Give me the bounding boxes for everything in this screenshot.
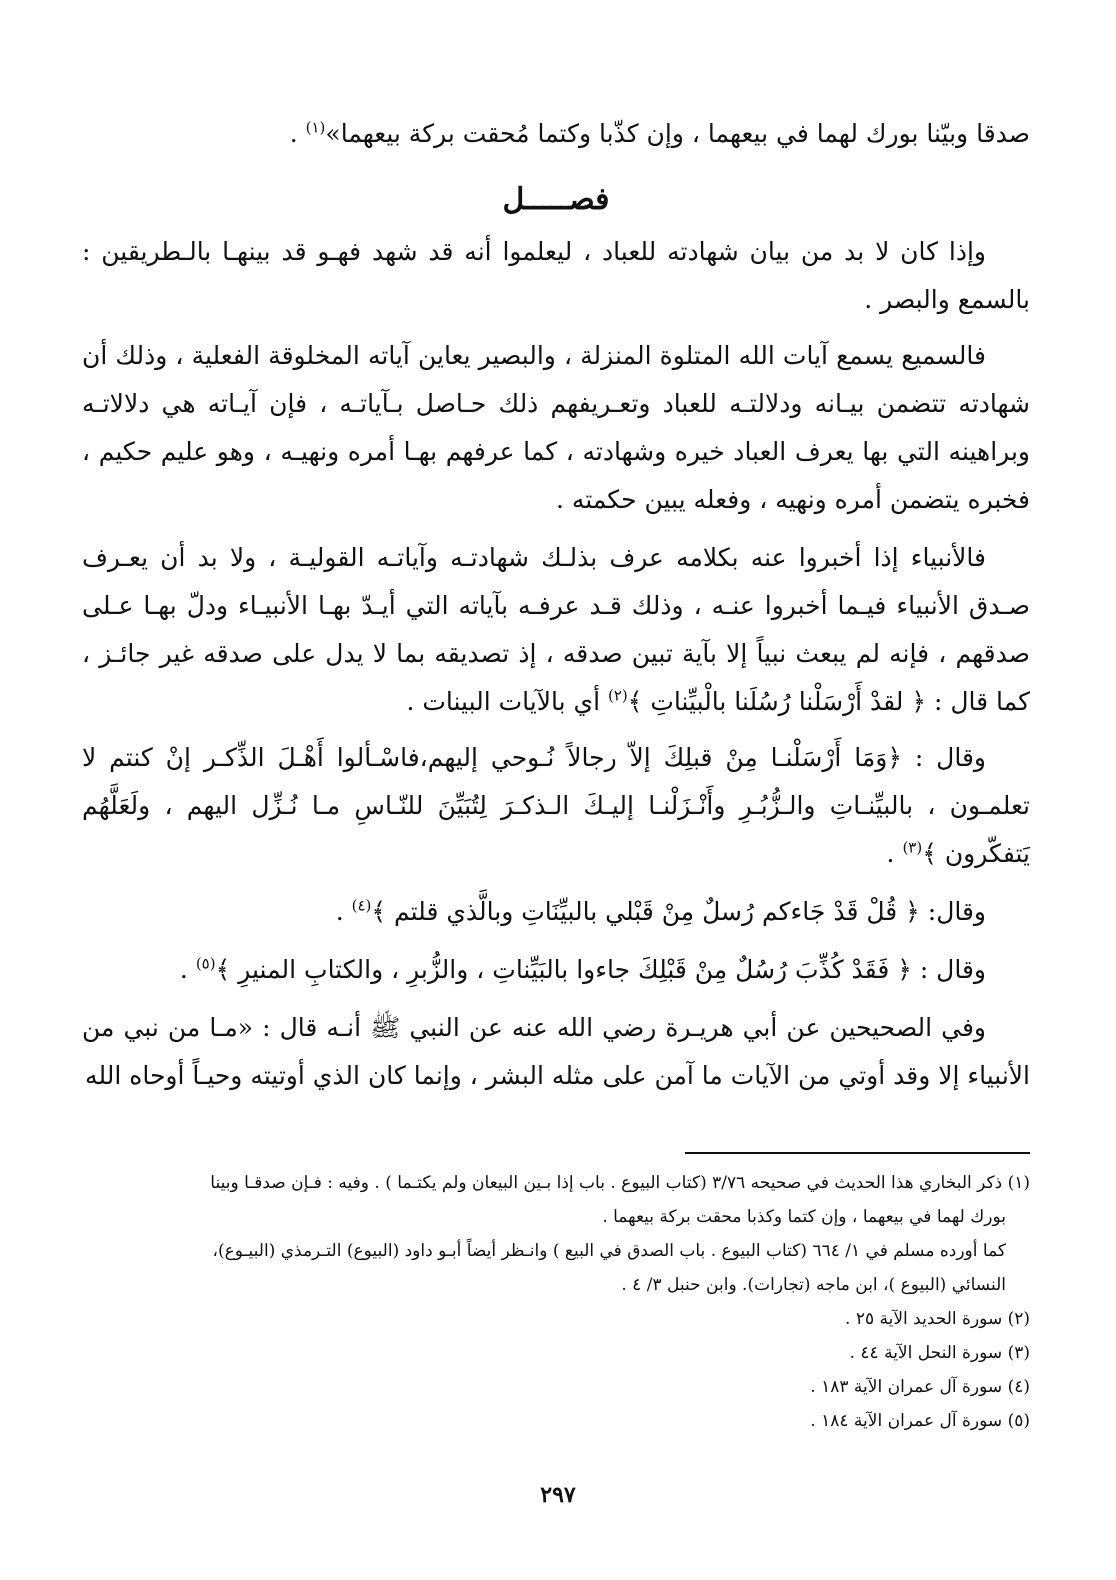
footnote-4: (٤) سورة آل عمران الآية ١٨٣ . xyxy=(810,1377,1030,1397)
footnote-ref-1: (١) xyxy=(305,118,326,137)
paragraph-5-end: . xyxy=(335,897,352,926)
paragraph-5 xyxy=(82,888,1030,936)
section-heading xyxy=(82,172,1030,228)
footnote-2: (٢) سورة الحديد الآية ٢٥ . xyxy=(845,1309,1030,1329)
footnote-3: (٣) سورة النحل الآية ٤٤ . xyxy=(849,1343,1030,1363)
top-line-end: . xyxy=(289,119,306,148)
footnote-1-line-2: بورك لهما في بيعهما ، وإن كتما وكذبا محقت بركة بيعهما . xyxy=(602,1207,1006,1227)
paragraph-4-end: . xyxy=(886,839,903,868)
paragraph-4-text: وقال : ﴿وَمَا أَرْسَلْنـا مِنْ قبلِكَ إلاّ رجالاً نُـوحي إليهم،فاسْـألوا أَهْـلَ الذِّكـر إنْ كنتم لا تعلمـون ، بالبيِّنـاتِ والـزُّبُـرِ وأَنْـزَلْنـا إليـكَ الـذكـرَ لِتُبَيِّنَ للنّـاسِ مـا نُـزِّل اليهم ، ولَعَلَّهُم يَتفكّرون ﴾ xyxy=(82,743,1030,868)
paragraph-1: وإذا كان لا بد من بيان شهادته للعباد ، ليعلموا أنه قد شهد فهـو قد بينهـا بالـطريقين : بالسمع والبصر . xyxy=(82,237,1030,314)
paragraph-7: وفي الصحيحين عن أبي هريـرة رضي الله عنه عن النبي ﷺ أنـه قال : «مـا من نبي من الأنبياء إلا وقد أوتي من الآيات ما آمن على مثله البشر ، وإنما كان الذي أوتيته وحيـاً أوحاه الله xyxy=(82,1013,1030,1090)
paragraph-3 xyxy=(82,534,1030,726)
top-line-text: صدقا وبيّنا بورك لهما في بيعهما ، وإن كذّبا وكتما مُحقت بركة بيعهما» xyxy=(325,119,1030,148)
page-number: ٢٩٧ xyxy=(540,1482,576,1508)
footnote-ref-4: (٤) xyxy=(351,896,372,915)
paragraph-4 xyxy=(82,734,1030,878)
paragraph-6-end: . xyxy=(179,955,196,984)
footnote-divider xyxy=(685,1152,1030,1154)
paragraph-6 xyxy=(82,946,1030,994)
paragraph-3-text: فالأنبياء إذا أخبروا عنه بكلامه عرف بذلـك شهادتـه وآياتـه القوليـة ، ولا بد أن يعـرف صـدق الأنبياء فيـما أخبروا عنـه ، وذلك قـد عرفـه بآياته التي أيـدّ بهـا الأنبيـاء ودلّ بهـا عـلى صدقهم ، فإنه لم يبعث نبياً إلا بآية تبين صدقه ، إذ تصديقه بما لا يدل على صدقه غير جائـز ، كما قال : ﴿ لقدْ أَرْسَلْنا رُسُلَنا بالْبيِّناتِ ﴾ xyxy=(82,543,1030,716)
footnote-1-line-1: (١) ذكر البخاري هذا الحديث في صحيحه ٣/٧٦ (كتاب البيوع . باب إذا بـين البيعان ولم يكتـما ) . وفيه : فـإن صدقـا وبينا xyxy=(210,1173,1030,1193)
footnote-1-line-4: النسائي (البيوع )، ابن ماجه (تجارات). وابن حنبل ٣/ ٤ . xyxy=(621,1275,1006,1295)
paragraph-3-end: أي بالآيات البينات . xyxy=(406,687,608,716)
footnote-5: (٥) سورة آل عمران الآية ١٨٤ . xyxy=(810,1411,1030,1431)
footnote-ref-2: (٢) xyxy=(607,686,628,705)
paragraph-top-line xyxy=(82,110,1030,158)
main-text xyxy=(82,110,1030,1108)
paragraph-2: فالسميع يسمع آيات الله المتلوة المنزلة ، والبصير يعاين آياته المخلوقة الفعلية ، وذلك أن شهادته تتضمن بيـانه ودلالتـه للعباد وتعـريفهم ذلك حـاصل بـآياتـه ، فإن آيـاته هي دلالاتـه وبراهينه التي بها يعرف العباد خيره وشهادته ، كما عرفهم بهـا أمره ونهيـه ، وهو عليم حكيم ، فخبره يتضمن أمره ونهيه ، وفعله يبين حكمته . xyxy=(82,341,1030,514)
section-heading-text: فصـــــل xyxy=(502,182,610,217)
footnotes xyxy=(82,1166,1030,1438)
footnote-ref-5: (٥) xyxy=(195,954,216,973)
footnote-ref-3: (٣) xyxy=(902,838,923,857)
paragraph-5-text: وقال: ﴿ قُلْ قَدْ جَاءكم رُسلٌ مِنْ قَبْلي بالبيِّنَاتِ وبالَّذي قلتم ﴾ xyxy=(371,897,986,926)
paragraph-6-text: وقال : ﴿ فَقَدْ كُذِّبَ رُسُلٌ مِنْ قَبْلِكَ جاءوا بالبَيِّناتِ ، والزُّبرِ ، والكتابِ المنيرِ ﴾ xyxy=(215,955,986,984)
footnote-1-line-3: كما أورده مسلم في ١/ ٦٦٤ (كتاب البيوع . باب الصدق في البيع ) وانـظر أيضاً أبـو داود (البيوع) التـرمذي (البيـوع)، xyxy=(212,1241,1006,1261)
